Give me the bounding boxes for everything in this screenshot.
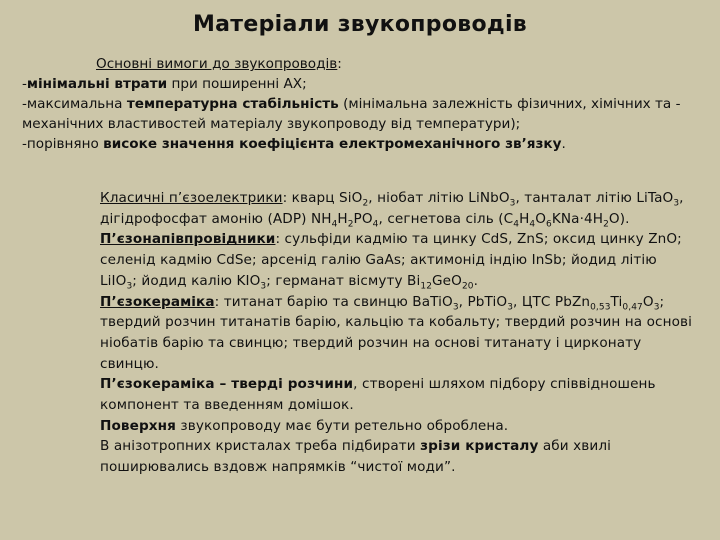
slide-title: Матеріали звукопроводів [192, 12, 528, 37]
requirement-item: -порівняно високе значення коефіцієнта електромеханічного зв’язку. [22, 136, 566, 152]
piezo-semiconductors-paragraph: П’єзонапівпровідники: сульфіди кадмію та цинку CdS, ZnS; оксид цинку ZnO; селенід кадмію CdSe; арсенід галію GaAs; актимонід індію InSb; йодид літію LiIO$_3$; йодид калію $KIO_3$; германат вісмуту $Bi_{12}GeO_{20}$. [100, 231, 682, 292]
piezo-ceramics-paragraph: П’єзокераміка: титанат барію та свинцю BaTiO$_3$, PbTiO$_3$, ЦТС $PbZn_{0,53}Ti_{0,47}O_3$; твердий розчин титанатів барію, кальцію та кобальту; твердий розчин на основі ніобатів барію та свинцю; твердий розчин на основі титанату і цирконату свинцю. [100, 293, 693, 372]
requirements-heading-text: Основні вимоги до звукопроводів [96, 56, 338, 72]
solid-solutions-label: П’єзокераміка – тверді розчини [100, 376, 354, 393]
requirements-block [22, 54, 710, 154]
surface-paragraph: Поверхня звукопроводу має бути ретельно оброблена. [100, 417, 509, 434]
classic-piezoelectrics-label: Класичні п’єзоелектрики [100, 190, 283, 206]
crystal-cuts-paragraph: В анізотропних кристалах треба підбирати зрізи кристалу аби хвилі поширювались вздовж напрямків “чистої моди”. [100, 438, 611, 476]
solid-solutions-paragraph: П’єзокераміка – тверді розчини, створені шляхом підбору співвідношень компонент та введенням домішок. [100, 376, 656, 414]
piezo-ceramics-label: П’єзокераміка [100, 293, 215, 310]
requirement-item: -мінімальні втрати при поширенні АХ; [22, 76, 307, 92]
classic-piezoelectrics-paragraph: Класичні п’єзоелектрики: кварц SiO$_2$, ніобат літію LiNbO$_3$, танталат літію LiTaO$_3$, дігідрофосфат амонію (ADP) $NH_4H_2PO_4$, сегнетова сіль $(C_4H_4O_6KNa\cdot 4H_2O)$. [100, 190, 684, 230]
piezo-semiconductors-label: П’єзонапівпровідники [100, 231, 276, 248]
requirement-item: -максимальна температурна стабільність (мінімальна залежність фізичних, хімічних та - механічних властивостей матеріалу звукопроводу від температури); [22, 96, 681, 132]
materials-block [34, 188, 694, 478]
requirements-heading: Основні вимоги до звукопроводів: [96, 56, 342, 72]
